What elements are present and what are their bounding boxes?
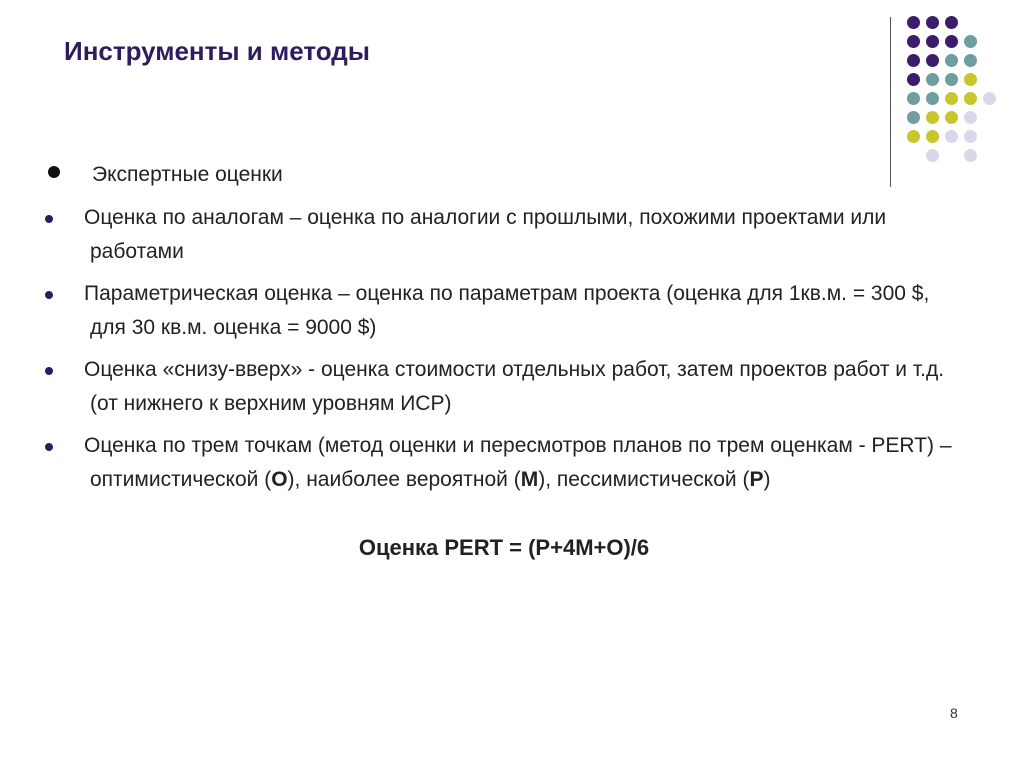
bullet-text: Оценка по аналогам – оценка по аналогии с прошлыми, похожими проектами или работами — [84, 206, 887, 263]
decorative-dot — [945, 130, 958, 143]
decorative-dot — [926, 73, 939, 86]
bullet-expert-estimates — [40, 158, 970, 192]
bullet-marker — [45, 443, 53, 451]
page-number: 8 — [950, 705, 958, 721]
decorative-dot — [926, 54, 939, 67]
decorative-dot — [983, 92, 996, 105]
bullet-analog-estimates — [40, 201, 970, 269]
decorative-dot — [907, 16, 920, 29]
bullet-marker — [45, 291, 53, 299]
decorative-dot — [964, 111, 977, 124]
optimistic-letter: О — [271, 468, 288, 491]
bullet-three-point-estimates — [40, 429, 970, 497]
decorative-dot — [926, 16, 939, 29]
decorative-dot — [926, 92, 939, 105]
decorative-dot — [926, 35, 939, 48]
slide-title: Инструменты и методы — [64, 36, 370, 66]
most-likely-letter: М — [520, 468, 539, 491]
decorative-dot — [907, 35, 920, 48]
pert-formula: Оценка PERT = (P+4M+O)/6 — [358, 535, 650, 560]
pessimistic-letter: Р — [749, 468, 764, 491]
decorative-dot — [945, 73, 958, 86]
decorative-dot — [907, 92, 920, 105]
decorative-dot — [907, 73, 920, 86]
bullet-text: Экспертные оценки — [92, 163, 283, 186]
decorative-dot — [964, 35, 977, 48]
decorative-dot — [945, 92, 958, 105]
decorative-dot — [945, 16, 958, 29]
decorative-dot — [907, 130, 920, 143]
bullet-parametric-estimates — [40, 277, 970, 345]
decorative-dot — [945, 54, 958, 67]
bullet-text: Параметрическая оценка – оценка по параметрам проекта (оценка для 1кв.м. = 300 $, для 30 кв.м. оценка = 9000 $) — [84, 282, 930, 339]
bullet-text: Оценка «снизу-вверх» - оценка стоимости отдельных работ, затем проектов работ и т.д. (от нижнего к верхним уровням ИСР) — [84, 358, 945, 415]
decorative-dot — [964, 92, 977, 105]
bullet-marker — [48, 166, 60, 178]
bullet-marker — [45, 215, 53, 223]
decorative-dot — [964, 130, 977, 143]
bullet-bottom-up-estimates — [40, 353, 970, 421]
decorative-dot — [926, 111, 939, 124]
decorative-dot — [907, 111, 920, 124]
decorative-dot-grid — [907, 16, 1003, 166]
bullet-list — [40, 158, 970, 505]
decorative-dot — [964, 54, 977, 67]
bullet-text: Оценка по трем точкам (метод оценки и пересмотров планов по трем оценкам - PERT) – оптимистической (О), наиболее вероятной (М), пессимистической (Р) — [84, 434, 952, 491]
decorative-dot — [945, 35, 958, 48]
decorative-dot — [945, 111, 958, 124]
decorative-dot — [907, 54, 920, 67]
decorative-dot — [964, 73, 977, 86]
bullet-marker — [45, 367, 53, 375]
decorative-dot — [926, 130, 939, 143]
